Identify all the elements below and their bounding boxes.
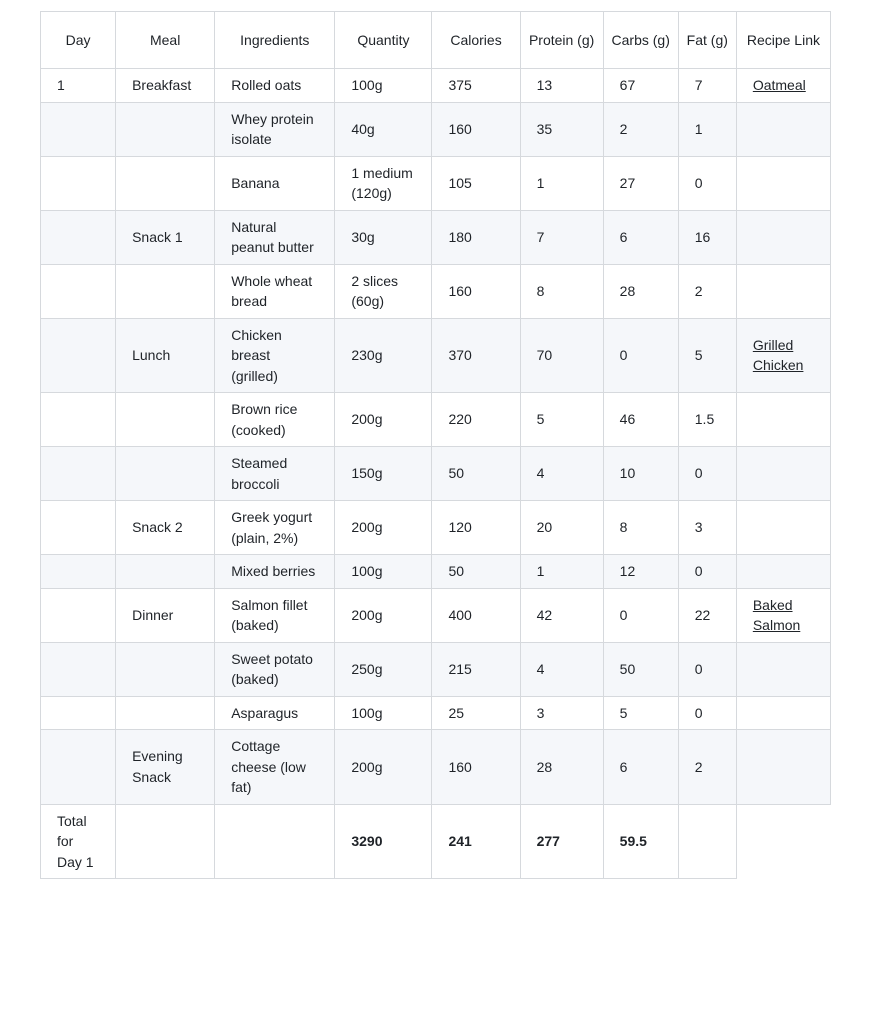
cell-calories: 50 bbox=[432, 555, 520, 589]
cell-recipe-link bbox=[736, 210, 830, 264]
cell-day bbox=[41, 156, 116, 210]
cell-carbs: 12 bbox=[603, 555, 678, 589]
table-row bbox=[41, 102, 831, 156]
cell-fat: 1 bbox=[678, 102, 736, 156]
total-value-1: 3290 bbox=[335, 804, 432, 879]
cell-recipe-link bbox=[736, 318, 830, 393]
cell-protein: 7 bbox=[520, 210, 603, 264]
total-value-4: 59.5 bbox=[603, 804, 678, 879]
cell-protein: 28 bbox=[520, 730, 603, 805]
total-value-3: 277 bbox=[520, 804, 603, 879]
cell-calories: 220 bbox=[432, 393, 520, 447]
table-row bbox=[41, 730, 831, 805]
cell-fat: 22 bbox=[678, 588, 736, 642]
cell-day bbox=[41, 318, 116, 393]
header-meal: Meal bbox=[116, 12, 215, 69]
cell-protein: 1 bbox=[520, 156, 603, 210]
cell-fat: 5 bbox=[678, 318, 736, 393]
cell-ingredient: Banana bbox=[215, 156, 335, 210]
table-header bbox=[41, 12, 831, 69]
cell-day: 1 bbox=[41, 69, 116, 103]
cell-protein: 13 bbox=[520, 69, 603, 103]
cell-day bbox=[41, 210, 116, 264]
cell-carbs: 50 bbox=[603, 642, 678, 696]
table-row bbox=[41, 264, 831, 318]
cell-day bbox=[41, 501, 116, 555]
cell-day bbox=[41, 264, 116, 318]
cell-carbs: 8 bbox=[603, 501, 678, 555]
cell-quantity: 40g bbox=[335, 102, 432, 156]
cell-protein: 42 bbox=[520, 588, 603, 642]
cell-protein: 4 bbox=[520, 642, 603, 696]
cell-recipe-link bbox=[736, 555, 830, 589]
cell-ingredient: Steamed broccoli bbox=[215, 447, 335, 501]
table-footer bbox=[41, 804, 831, 879]
cell-carbs: 10 bbox=[603, 447, 678, 501]
cell-calories: 105 bbox=[432, 156, 520, 210]
header-day: Day bbox=[41, 12, 116, 69]
cell-carbs: 0 bbox=[603, 588, 678, 642]
cell-fat: 16 bbox=[678, 210, 736, 264]
cell-meal: Lunch bbox=[116, 318, 215, 393]
table-row bbox=[41, 588, 831, 642]
cell-protein: 4 bbox=[520, 447, 603, 501]
total-row bbox=[41, 804, 831, 879]
cell-fat: 0 bbox=[678, 555, 736, 589]
header-protein: Protein (g) bbox=[520, 12, 603, 69]
cell-meal: Evening Snack bbox=[116, 730, 215, 805]
cell-recipe-link bbox=[736, 730, 830, 805]
cell-day bbox=[41, 588, 116, 642]
table-row bbox=[41, 501, 831, 555]
cell-fat: 0 bbox=[678, 696, 736, 730]
table-row bbox=[41, 156, 831, 210]
recipe-link[interactable]: Grilled Chicken bbox=[752, 336, 804, 374]
cell-meal bbox=[116, 642, 215, 696]
cell-carbs: 2 bbox=[603, 102, 678, 156]
cell-fat: 1.5 bbox=[678, 393, 736, 447]
cell-calories: 120 bbox=[432, 501, 520, 555]
cell-quantity: 250g bbox=[335, 642, 432, 696]
table-body bbox=[41, 69, 831, 805]
cell-fat: 2 bbox=[678, 264, 736, 318]
cell-meal bbox=[116, 264, 215, 318]
recipe-link[interactable]: Baked Salmon bbox=[752, 596, 801, 633]
table-row bbox=[41, 69, 831, 103]
cell-quantity: 200g bbox=[335, 501, 432, 555]
total-cell-empty bbox=[116, 804, 215, 879]
header-quantity: Quantity bbox=[335, 12, 432, 69]
cell-day bbox=[41, 730, 116, 805]
cell-calories: 25 bbox=[432, 696, 520, 730]
table-row bbox=[41, 318, 831, 393]
cell-calories: 50 bbox=[432, 447, 520, 501]
meal-plan-container bbox=[40, 11, 831, 879]
cell-day bbox=[41, 393, 116, 447]
header-row bbox=[41, 12, 831, 69]
cell-meal: Breakfast bbox=[116, 69, 215, 103]
cell-recipe-link bbox=[736, 69, 830, 103]
cell-meal bbox=[116, 156, 215, 210]
meal-plan-table bbox=[40, 11, 831, 879]
cell-fat: 0 bbox=[678, 642, 736, 696]
cell-ingredient: Asparagus bbox=[215, 696, 335, 730]
cell-quantity: 200g bbox=[335, 393, 432, 447]
cell-quantity: 200g bbox=[335, 588, 432, 642]
total-value-2: 241 bbox=[432, 804, 520, 879]
cell-recipe-link bbox=[736, 588, 830, 642]
cell-carbs: 27 bbox=[603, 156, 678, 210]
cell-calories: 160 bbox=[432, 102, 520, 156]
cell-meal: Snack 1 bbox=[116, 210, 215, 264]
table-row bbox=[41, 555, 831, 589]
cell-carbs: 0 bbox=[603, 318, 678, 393]
cell-quantity: 100g bbox=[335, 69, 432, 103]
cell-carbs: 6 bbox=[603, 210, 678, 264]
total-label: Total for Day 1 bbox=[41, 804, 116, 879]
cell-carbs: 28 bbox=[603, 264, 678, 318]
cell-ingredient: Sweet potato (baked) bbox=[215, 642, 335, 696]
cell-day bbox=[41, 642, 116, 696]
cell-ingredient: Greek yogurt (plain, 2%) bbox=[215, 501, 335, 555]
cell-quantity: 2 slices (60g) bbox=[335, 264, 432, 318]
recipe-link[interactable]: Oatmeal bbox=[752, 77, 806, 93]
cell-ingredient: Salmon fillet (baked) bbox=[215, 588, 335, 642]
cell-calories: 400 bbox=[432, 588, 520, 642]
cell-calories: 160 bbox=[432, 264, 520, 318]
cell-ingredient: Cottage cheese (low fat) bbox=[215, 730, 335, 805]
cell-recipe-link bbox=[736, 642, 830, 696]
cell-meal bbox=[116, 447, 215, 501]
cell-quantity: 100g bbox=[335, 555, 432, 589]
cell-fat: 7 bbox=[678, 69, 736, 103]
header-fat: Fat (g) bbox=[678, 12, 736, 69]
cell-recipe-link bbox=[736, 264, 830, 318]
cell-fat: 3 bbox=[678, 501, 736, 555]
cell-fat: 0 bbox=[678, 447, 736, 501]
cell-meal bbox=[116, 696, 215, 730]
table-row bbox=[41, 210, 831, 264]
cell-ingredient: Mixed berries bbox=[215, 555, 335, 589]
cell-meal: Dinner bbox=[116, 588, 215, 642]
cell-ingredient: Whey protein isolate bbox=[215, 102, 335, 156]
cell-meal: Snack 2 bbox=[116, 501, 215, 555]
cell-day bbox=[41, 555, 116, 589]
cell-protein: 35 bbox=[520, 102, 603, 156]
cell-ingredient: Whole wheat bread bbox=[215, 264, 335, 318]
cell-quantity: 100g bbox=[335, 696, 432, 730]
cell-recipe-link bbox=[736, 501, 830, 555]
cell-meal bbox=[116, 102, 215, 156]
cell-recipe-link bbox=[736, 393, 830, 447]
cell-quantity: 1 medium (120g) bbox=[335, 156, 432, 210]
cell-quantity: 30g bbox=[335, 210, 432, 264]
cell-protein: 5 bbox=[520, 393, 603, 447]
total-cell-blank bbox=[736, 804, 830, 879]
cell-calories: 160 bbox=[432, 730, 520, 805]
cell-recipe-link bbox=[736, 447, 830, 501]
table-row bbox=[41, 393, 831, 447]
cell-ingredient: Brown rice (cooked) bbox=[215, 393, 335, 447]
cell-fat: 0 bbox=[678, 156, 736, 210]
cell-protein: 3 bbox=[520, 696, 603, 730]
total-cell-empty bbox=[215, 804, 335, 879]
cell-carbs: 5 bbox=[603, 696, 678, 730]
cell-carbs: 67 bbox=[603, 69, 678, 103]
cell-carbs: 6 bbox=[603, 730, 678, 805]
cell-recipe-link bbox=[736, 156, 830, 210]
cell-quantity: 230g bbox=[335, 318, 432, 393]
cell-protein: 70 bbox=[520, 318, 603, 393]
cell-protein: 8 bbox=[520, 264, 603, 318]
header-recipe-link: Recipe Link bbox=[736, 12, 830, 69]
cell-meal bbox=[116, 393, 215, 447]
header-ingredients: Ingredients bbox=[215, 12, 335, 69]
cell-protein: 1 bbox=[520, 555, 603, 589]
cell-day bbox=[41, 696, 116, 730]
cell-fat: 2 bbox=[678, 730, 736, 805]
cell-quantity: 200g bbox=[335, 730, 432, 805]
cell-quantity: 150g bbox=[335, 447, 432, 501]
total-cell-empty bbox=[678, 804, 736, 879]
cell-protein: 20 bbox=[520, 501, 603, 555]
header-calories: Calories bbox=[432, 12, 520, 69]
cell-ingredient: Chicken breast (grilled) bbox=[215, 318, 335, 393]
cell-ingredient: Rolled oats bbox=[215, 69, 335, 103]
table-row bbox=[41, 447, 831, 501]
cell-carbs: 46 bbox=[603, 393, 678, 447]
cell-calories: 375 bbox=[432, 69, 520, 103]
table-row bbox=[41, 642, 831, 696]
cell-ingredient: Natural peanut butter bbox=[215, 210, 335, 264]
cell-day bbox=[41, 447, 116, 501]
cell-calories: 370 bbox=[432, 318, 520, 393]
cell-recipe-link bbox=[736, 102, 830, 156]
header-carbs: Carbs (g) bbox=[603, 12, 678, 69]
table-row bbox=[41, 696, 831, 730]
cell-meal bbox=[116, 555, 215, 589]
cell-recipe-link bbox=[736, 696, 830, 730]
cell-calories: 180 bbox=[432, 210, 520, 264]
cell-day bbox=[41, 102, 116, 156]
cell-calories: 215 bbox=[432, 642, 520, 696]
